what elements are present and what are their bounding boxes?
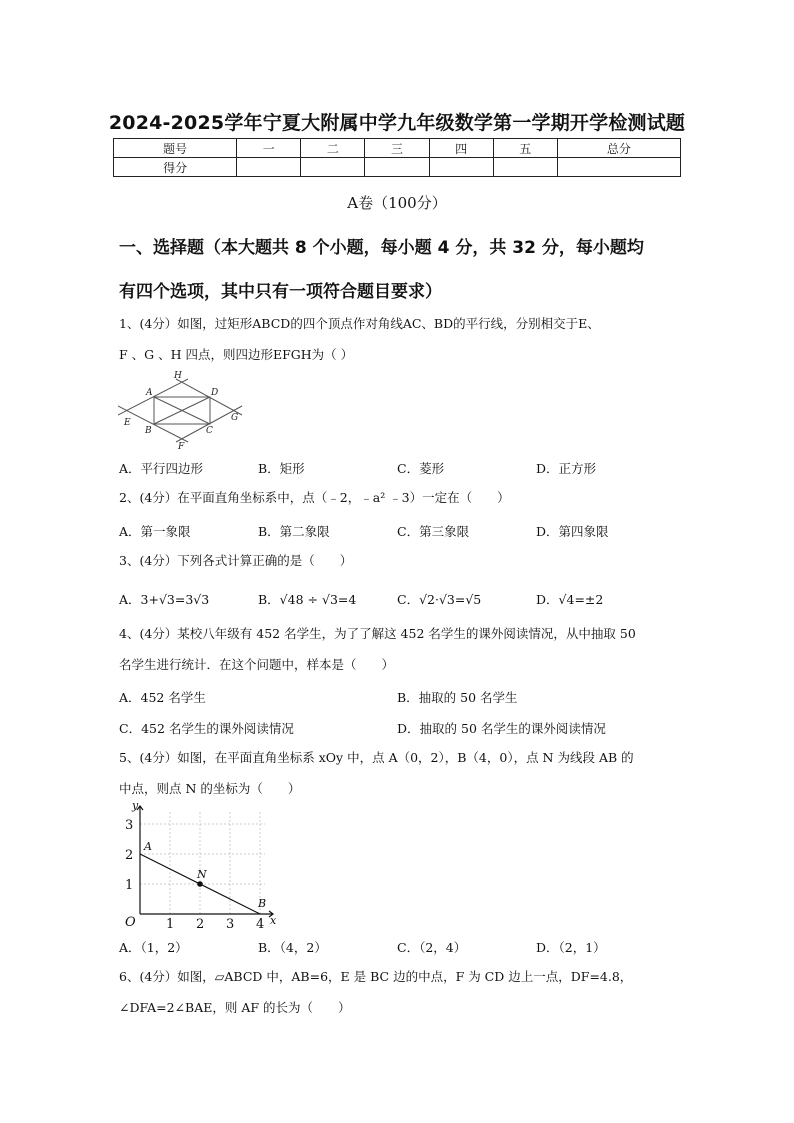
score-header-cell: 四: [429, 139, 493, 158]
section-heading: [119, 226, 679, 314]
y-tick-label: 1: [125, 878, 134, 893]
x-tick-label: 4: [256, 917, 265, 930]
y-tick-label: 2: [125, 848, 134, 863]
score-header-cell: 三: [365, 139, 429, 158]
q5-option-d[interactable]: D．（2，1）: [536, 940, 606, 955]
q2-option-d[interactable]: D．第四象限: [536, 524, 609, 539]
question-5-stem: [119, 742, 679, 804]
score-cell[interactable]: [365, 158, 429, 177]
x-tick-label: 3: [226, 917, 235, 930]
section-heading-line: 一、选择题（本大题共 8 个小题，每小题 4 分，共 32 分，每小题均: [119, 238, 644, 258]
q3-option-d[interactable]: D．√4=±2: [536, 592, 604, 607]
figure-label: C: [206, 426, 213, 436]
question-5-figure: [115, 802, 285, 930]
question-6-line: 6、(4分）如图，▱ABCD 中，AB=6，E 是 BC 边的中点，F 为 CD 边上一点，DF=4.8，: [119, 969, 633, 984]
point-label: B: [258, 897, 267, 910]
question-2-stem: 2、(4分）在平面直角坐标系中，点（﹣2，﹣a² ﹣3）一定在（ ）: [119, 490, 510, 505]
point-label: N: [197, 868, 207, 881]
q1-option-b[interactable]: B．矩形: [258, 461, 305, 476]
question-1-line: F 、G 、H 四点，则四边形EFGH为（ ）: [119, 347, 354, 362]
x-tick-label: 1: [166, 917, 175, 930]
x-tick-label: 2: [196, 917, 205, 930]
score-table-score-row: [114, 158, 681, 177]
question-4-stem: [119, 618, 679, 680]
q4-option-a[interactable]: A．452 名学生: [119, 690, 206, 705]
q4-option-d[interactable]: D．抽取的 50 名学生的课外阅读情况: [397, 721, 606, 736]
q3-option-c[interactable]: C．√2·√3=√5: [397, 592, 482, 607]
score-header-cell: 五: [493, 139, 557, 158]
score-table: [113, 138, 681, 177]
question-3-stem: 3、(4分）下列各式计算正确的是（ ）: [119, 553, 353, 568]
question-6-stem: [119, 961, 679, 1023]
question-6-line: ∠DFA=2∠BAE，则 AF 的长为（ ）: [119, 1000, 351, 1015]
axis-label: x: [270, 914, 277, 927]
q1-option-d[interactable]: D．正方形: [536, 461, 597, 476]
figure-label: B: [145, 426, 152, 436]
question-1-figure: [118, 368, 248, 450]
q1-option-a[interactable]: A．平行四边形: [119, 461, 204, 476]
q4-option-b[interactable]: B．抽取的 50 名学生: [397, 690, 518, 705]
section-heading-line: 有四个选项，其中只有一项符合题目要求）: [119, 282, 442, 302]
y-tick-label: 3: [125, 818, 134, 833]
score-cell[interactable]: [301, 158, 365, 177]
score-header-cell: 一: [237, 139, 301, 158]
figure-label: D: [211, 388, 219, 398]
q3-option-b[interactable]: B．√48 ÷ √3=4: [258, 592, 357, 607]
q3-option-a[interactable]: A．3+√3=3√3: [119, 592, 210, 607]
question-1-stem: [119, 308, 679, 370]
origin-label: O: [125, 915, 136, 930]
score-cell[interactable]: [557, 158, 680, 177]
figure-label: A: [146, 388, 153, 398]
score-header-cell: 总分: [557, 139, 680, 158]
score-table-header-row: [114, 139, 681, 158]
score-row-label: 得分: [114, 158, 237, 177]
exam-title: 2024-2025学年宁夏大附属中学九年级数学第一学期开学检测试题: [108, 112, 686, 134]
q2-option-a[interactable]: A．第一象限: [119, 524, 191, 539]
q1-option-c[interactable]: C．菱形: [397, 461, 445, 476]
q5-option-b[interactable]: B．（4，2）: [258, 940, 327, 955]
question-4-line: 名学生进行统计．在这个问题中，样本是（ ）: [119, 657, 395, 672]
question-1-line: 1、(4分）如图，过矩形ABCD的四个顶点作对角线AC、BD的平行线，分别相交于E、: [119, 316, 600, 331]
volume-heading: A卷（100分）: [347, 194, 447, 212]
q5-option-a[interactable]: A．（1，2）: [119, 940, 188, 955]
figure-label: G: [231, 413, 239, 423]
score-cell[interactable]: [237, 158, 301, 177]
question-5-line: 5、(4分）如图，在平面直角坐标系 xOy 中，点 A（0，2），B（4，0），点 N 为线段 AB 的: [119, 750, 634, 765]
axis-label: y: [132, 802, 139, 812]
figure-label: F: [178, 442, 185, 450]
figure-label: E: [124, 418, 131, 428]
question-5-line: 中点，则点 N 的坐标为（ ）: [119, 781, 301, 796]
score-cell[interactable]: [493, 158, 557, 177]
q5-option-c[interactable]: C．（2，4）: [397, 940, 467, 955]
score-header-cell: 二: [301, 139, 365, 158]
point-n: [197, 881, 203, 887]
question-4-line: 4、(4分）某校八年级有 452 名学生，为了了解这 452 名学生的课外阅读情况，从中抽取 50: [119, 626, 636, 641]
q4-option-c[interactable]: C．452 名学生的课外阅读情况: [119, 721, 294, 736]
q2-option-b[interactable]: B．第二象限: [258, 524, 330, 539]
figure-label: H: [174, 371, 182, 381]
score-cell[interactable]: [429, 158, 493, 177]
score-header-cell: 题号: [114, 139, 237, 158]
q2-option-c[interactable]: C．第三象限: [397, 524, 470, 539]
point-label: A: [144, 840, 152, 853]
